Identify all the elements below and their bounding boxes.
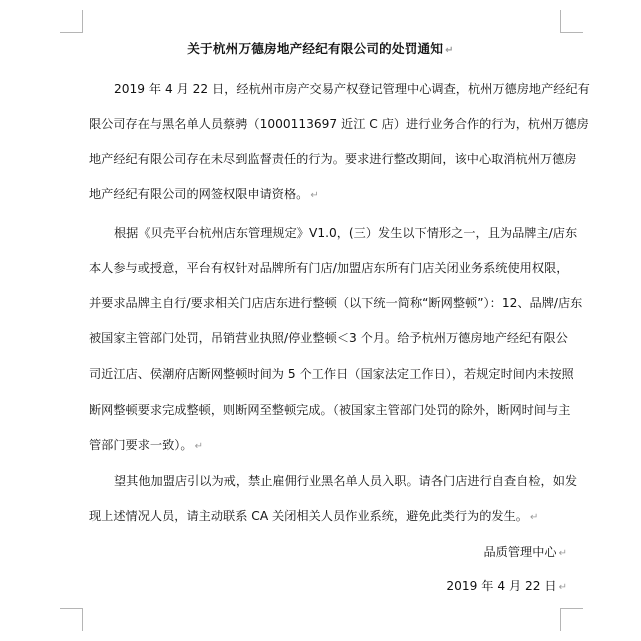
signature-date-text: 2019 年 4 月 22 日 [446, 579, 557, 593]
signature-date [446, 578, 567, 596]
paragraph-1-line-3: 地产经纪有限公司存在未尽到监督责任的行为。要求进行整改期间，该中心取消杭州万德房 [89, 152, 577, 166]
paragraph-2-line-3: 并要求品牌主自行/要求相关门店店东进行整顿（以下统一简称“断网整顿”）：12、品牌/店东 [89, 296, 583, 310]
paragraph-mark: ↵ [194, 441, 203, 452]
paragraph-1-line-4-text: 地产经纪有限公司的网签权限申请资格。 [89, 187, 309, 201]
paragraph-2-line-1: 根据《贝壳平台杭州店东管理规定》V1.0，(三）发生以下情形之一，且为品牌主/店东 [114, 226, 578, 240]
page-corner-mark-top-left [60, 10, 83, 33]
signature-department-text: 品质管理中心 [483, 545, 557, 559]
paragraph-2-line-5: 司近江店、侯潮府店断网整顿时间为 5 个工作日（国家法定工作日），若规定时间内未按照 [89, 367, 574, 381]
paragraph-2-line-2: 本人参与或授意，平台有权针对品牌所有门店/加盟店东所有门店关闭业务系统使用权限， [89, 261, 569, 275]
page-corner-mark-bottom-left [60, 608, 83, 631]
page-corner-mark-top-right [560, 10, 583, 33]
paragraph-mark: ↵ [558, 582, 567, 593]
paragraph-2-line-7 [89, 437, 203, 455]
paragraph-3-line-2 [89, 508, 538, 526]
paragraph-mark: ↵ [445, 45, 454, 56]
paragraph-mark: ↵ [310, 190, 319, 201]
paragraph-mark: ↵ [558, 548, 567, 559]
document-title [90, 38, 551, 57]
paragraph-3-line-1: 望其他加盟店引以为戒，禁止雇佣行业黑名单人员入职。请各门店进行自查自检，如发 [114, 474, 578, 488]
page-corner-mark-bottom-right [560, 608, 583, 631]
paragraph-2-line-4: 被国家主管部门处罚，吊销营业执照/停业整顿＜3 个月。给予杭州万德房地产经纪有限公 [89, 331, 568, 345]
paragraph-1-line-4 [89, 186, 319, 204]
paragraph-2-line-7-text: 管部门要求一致）。 [89, 438, 193, 452]
paragraph-1-line-2: 限公司存在与黑名单人员蔡骋（1000113697 近江 C 店）进行业务合作的行为，杭州万德房 [89, 117, 589, 131]
document-title-text: 关于杭州万德房地产经纪有限公司的处罚通知 [187, 41, 444, 56]
paragraph-3-line-2-text: 现上述情况人员，请主动联系 CA 关闭相关人员作业系统，避免此类行为的发生。 [89, 509, 528, 523]
paragraph-2-line-6: 断网整顿要求完成整顿，则断网至整顿完成。（被国家主管部门处罚的除外，断网时间与主 [89, 403, 571, 417]
paragraph-mark: ↵ [529, 512, 539, 523]
signature-department [483, 544, 567, 562]
paragraph-1-line-1: 2019 年 4 月 22 日，经杭州市房产交易产权登记管理中心调查，杭州万德房地产经纪有 [114, 82, 590, 96]
